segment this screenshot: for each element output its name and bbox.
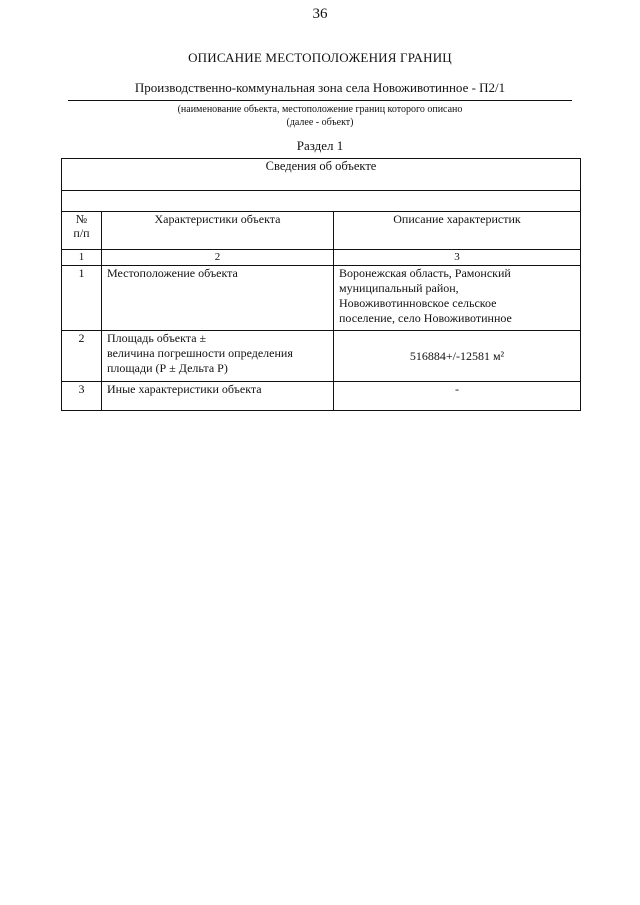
characteristic-line: величина погрешности определения bbox=[107, 346, 293, 360]
row-description: - bbox=[334, 382, 581, 411]
row-num: 1 bbox=[62, 266, 102, 331]
object-info-table bbox=[61, 158, 581, 411]
document-title: ОПИСАНИЕ МЕСТОПОЛОЖЕНИЯ ГРАНИЦ bbox=[188, 50, 452, 65]
table-index-row bbox=[62, 250, 581, 266]
index-cell: 2 bbox=[102, 250, 334, 266]
index-cell: 1 bbox=[62, 250, 102, 266]
description-line: Новоживотинновское сельское bbox=[339, 296, 497, 310]
characteristic-line: Площадь объекта ± bbox=[107, 331, 207, 345]
row-characteristic bbox=[102, 331, 334, 382]
section-label: Раздел 1 bbox=[296, 138, 344, 153]
caption-line-2: (далее - объект) bbox=[286, 117, 354, 128]
object-name-underline bbox=[68, 100, 572, 101]
row-characteristic: Иные характеристики объекта bbox=[102, 382, 334, 411]
empty-cell bbox=[62, 191, 581, 212]
table-row bbox=[62, 266, 581, 331]
description-line: Воронежская область, Рамонский bbox=[339, 266, 511, 280]
table-row bbox=[62, 382, 581, 411]
table-header-row bbox=[62, 212, 581, 250]
characteristic-line: площади (Р ± Дельта Р) bbox=[107, 361, 228, 375]
object-name: Производственно-коммунальная зона села Новоживотинное - П2/1 bbox=[134, 80, 506, 95]
table-empty-row bbox=[62, 191, 581, 212]
header-num-line-1: № bbox=[75, 212, 88, 226]
header-description: Описание характеристик bbox=[334, 212, 581, 250]
caption-line-1: (наименование объекта, местоположение границ которого описано bbox=[177, 104, 463, 115]
description-line: поселение, село Новоживотинное bbox=[339, 311, 512, 325]
row-description: 516884+/-12581 м² bbox=[334, 331, 581, 382]
table-row bbox=[62, 331, 581, 382]
index-cell: 3 bbox=[334, 250, 581, 266]
object-name-caption bbox=[0, 103, 640, 129]
header-num-line-2: п/п bbox=[73, 226, 90, 240]
table-title-row bbox=[62, 159, 581, 191]
description-line: муниципальный район, bbox=[339, 281, 459, 295]
header-num bbox=[62, 212, 102, 250]
row-num: 3 bbox=[62, 382, 102, 411]
header-characteristics: Характеристики объекта bbox=[102, 212, 334, 250]
page-number: 36 bbox=[312, 6, 328, 22]
row-num: 2 bbox=[62, 331, 102, 382]
row-description bbox=[334, 266, 581, 331]
row-characteristic: Местоположение объекта bbox=[102, 266, 334, 331]
table-title: Сведения об объекте bbox=[62, 159, 581, 191]
